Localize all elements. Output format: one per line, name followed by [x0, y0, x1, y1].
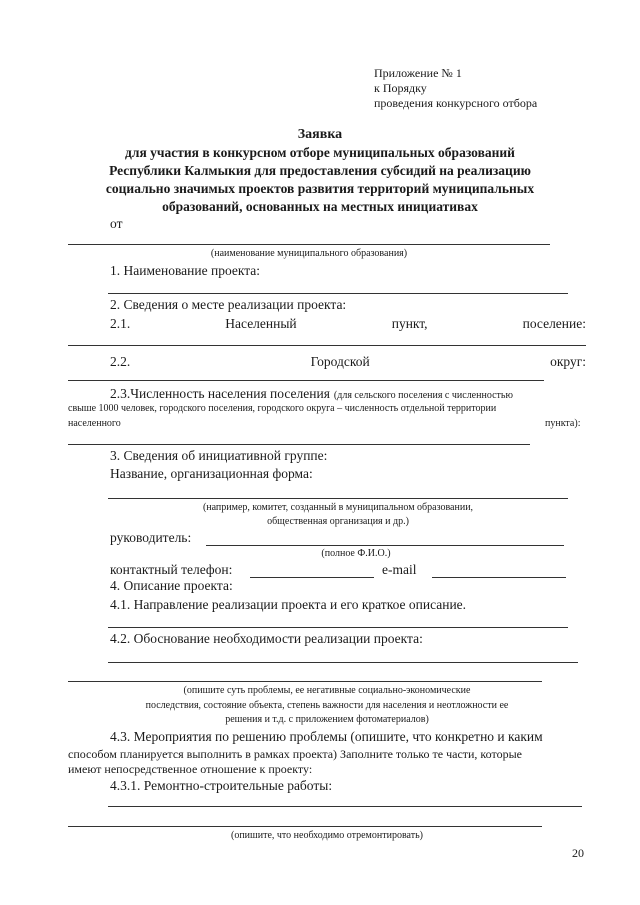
leader-hint: (полное Ф.И.О.) — [321, 548, 391, 559]
section-4-3-line-2: способом планируется выполнить в рамках проекта) Заполните только те части, которые — [68, 747, 522, 761]
justification-line-1[interactable] — [108, 662, 578, 663]
city-district-line[interactable] — [68, 380, 544, 381]
section-2-3-row — [110, 385, 513, 403]
section-2-1-word3: поселение: — [522, 316, 586, 331]
email-label: e-mail — [382, 562, 417, 577]
group-name-label: Название, организационная форма: — [110, 466, 313, 481]
section-4-3-line-1: 4.3. Мероприятия по решению проблемы (опишите, что конкретно и каким — [110, 729, 543, 744]
email-line[interactable] — [432, 577, 566, 578]
phone-label: контактный телефон: — [110, 562, 233, 577]
section-4-2-label: 4.2. Обоснование необходимости реализации проекта: — [110, 631, 423, 646]
population-line[interactable] — [68, 444, 530, 445]
group-name-line[interactable] — [108, 498, 568, 499]
project-direction-line[interactable] — [108, 627, 568, 628]
leader-line[interactable] — [206, 545, 564, 546]
page-number: 20 — [572, 846, 584, 860]
section-2-3-note-1: (для сельского поселения с численностью — [333, 390, 513, 401]
municipality-name-line[interactable] — [68, 244, 550, 245]
section-2-1-row — [110, 316, 586, 332]
section-2-3-note-3b: пункта): — [545, 418, 581, 429]
leader-label: руководитель: — [110, 530, 192, 545]
phone-line[interactable] — [250, 577, 374, 578]
section-2-1-num: 2.1. — [110, 316, 131, 331]
section-3-label: 3. Сведения об инициативной группе: — [110, 448, 328, 463]
section-1-label: 1. Наименование проекта: — [110, 263, 261, 278]
section-2-3-lead: 2.3.Численность населения поселения — [110, 386, 330, 401]
municipality-hint: (наименование муниципального образования) — [210, 248, 408, 259]
section-2-2-word2: округ: — [550, 354, 586, 369]
title-line-1: для участия в конкурсном отборе муниципальных образований — [125, 145, 515, 160]
annex-line-3: проведения конкурсного отбора — [374, 96, 538, 110]
section-2-3-note-2: свыше 1000 человек, городского поселения, городского округа – численность отдельной территории — [68, 403, 497, 414]
repair-works-hint: (опишите, что необходимо отремонтировать) — [231, 830, 423, 841]
section-4-label: 4. Описание проекта: — [110, 578, 233, 593]
title-line-4: образований, основанных на местных инициативах — [162, 199, 478, 214]
justification-line-2[interactable] — [68, 681, 542, 682]
section-2-2-num: 2.2. — [110, 354, 131, 369]
annex-line-2: к Порядку — [374, 81, 427, 95]
title-line-2: Республики Калмыкия для предоставления субсидий на реализацию — [109, 163, 531, 178]
title-line-3: социально значимых проектов развития территорий муниципальных — [105, 181, 535, 196]
justification-hint-3: решения и т.д. с приложением фотоматериалов) — [225, 714, 429, 725]
justification-hint-1: (опишите суть проблемы, ее негативные социально-экономические — [183, 685, 471, 696]
section-4-3-1-label: 4.3.1. Ремонтно-строительные работы: — [110, 778, 333, 793]
group-hint-1: (например, комитет, созданный в муниципальном образовании, — [202, 502, 474, 513]
section-2-2-row — [110, 354, 586, 370]
section-2-3-note-3a: населенного — [68, 418, 121, 429]
annex-line-1: Приложение № 1 — [374, 66, 462, 80]
section-2-1-word2: пункт, — [391, 316, 428, 331]
section-2-2-word1: Городской — [310, 354, 370, 369]
section-4-3-line-3: имеют непосредственное отношение к проекту: — [68, 762, 313, 776]
section-4-1-label: 4.1. Направление реализации проекта и его краткое описание. — [110, 597, 467, 612]
from-label: от — [110, 216, 123, 231]
document-title: Заявка — [297, 127, 343, 142]
section-2-label: 2. Сведения о месте реализации проекта: — [110, 297, 347, 312]
repair-works-line-1[interactable] — [108, 806, 582, 807]
justification-hint-2: последствия, состояние объекта, степень важности для населения и неотложности ее — [145, 700, 509, 711]
project-name-line[interactable] — [108, 293, 568, 294]
group-hint-2: общественная организация и др.) — [267, 516, 409, 527]
repair-works-line-2[interactable] — [68, 826, 542, 827]
section-2-1-word1: Населенный — [225, 316, 297, 331]
settlement-line[interactable] — [68, 345, 586, 346]
